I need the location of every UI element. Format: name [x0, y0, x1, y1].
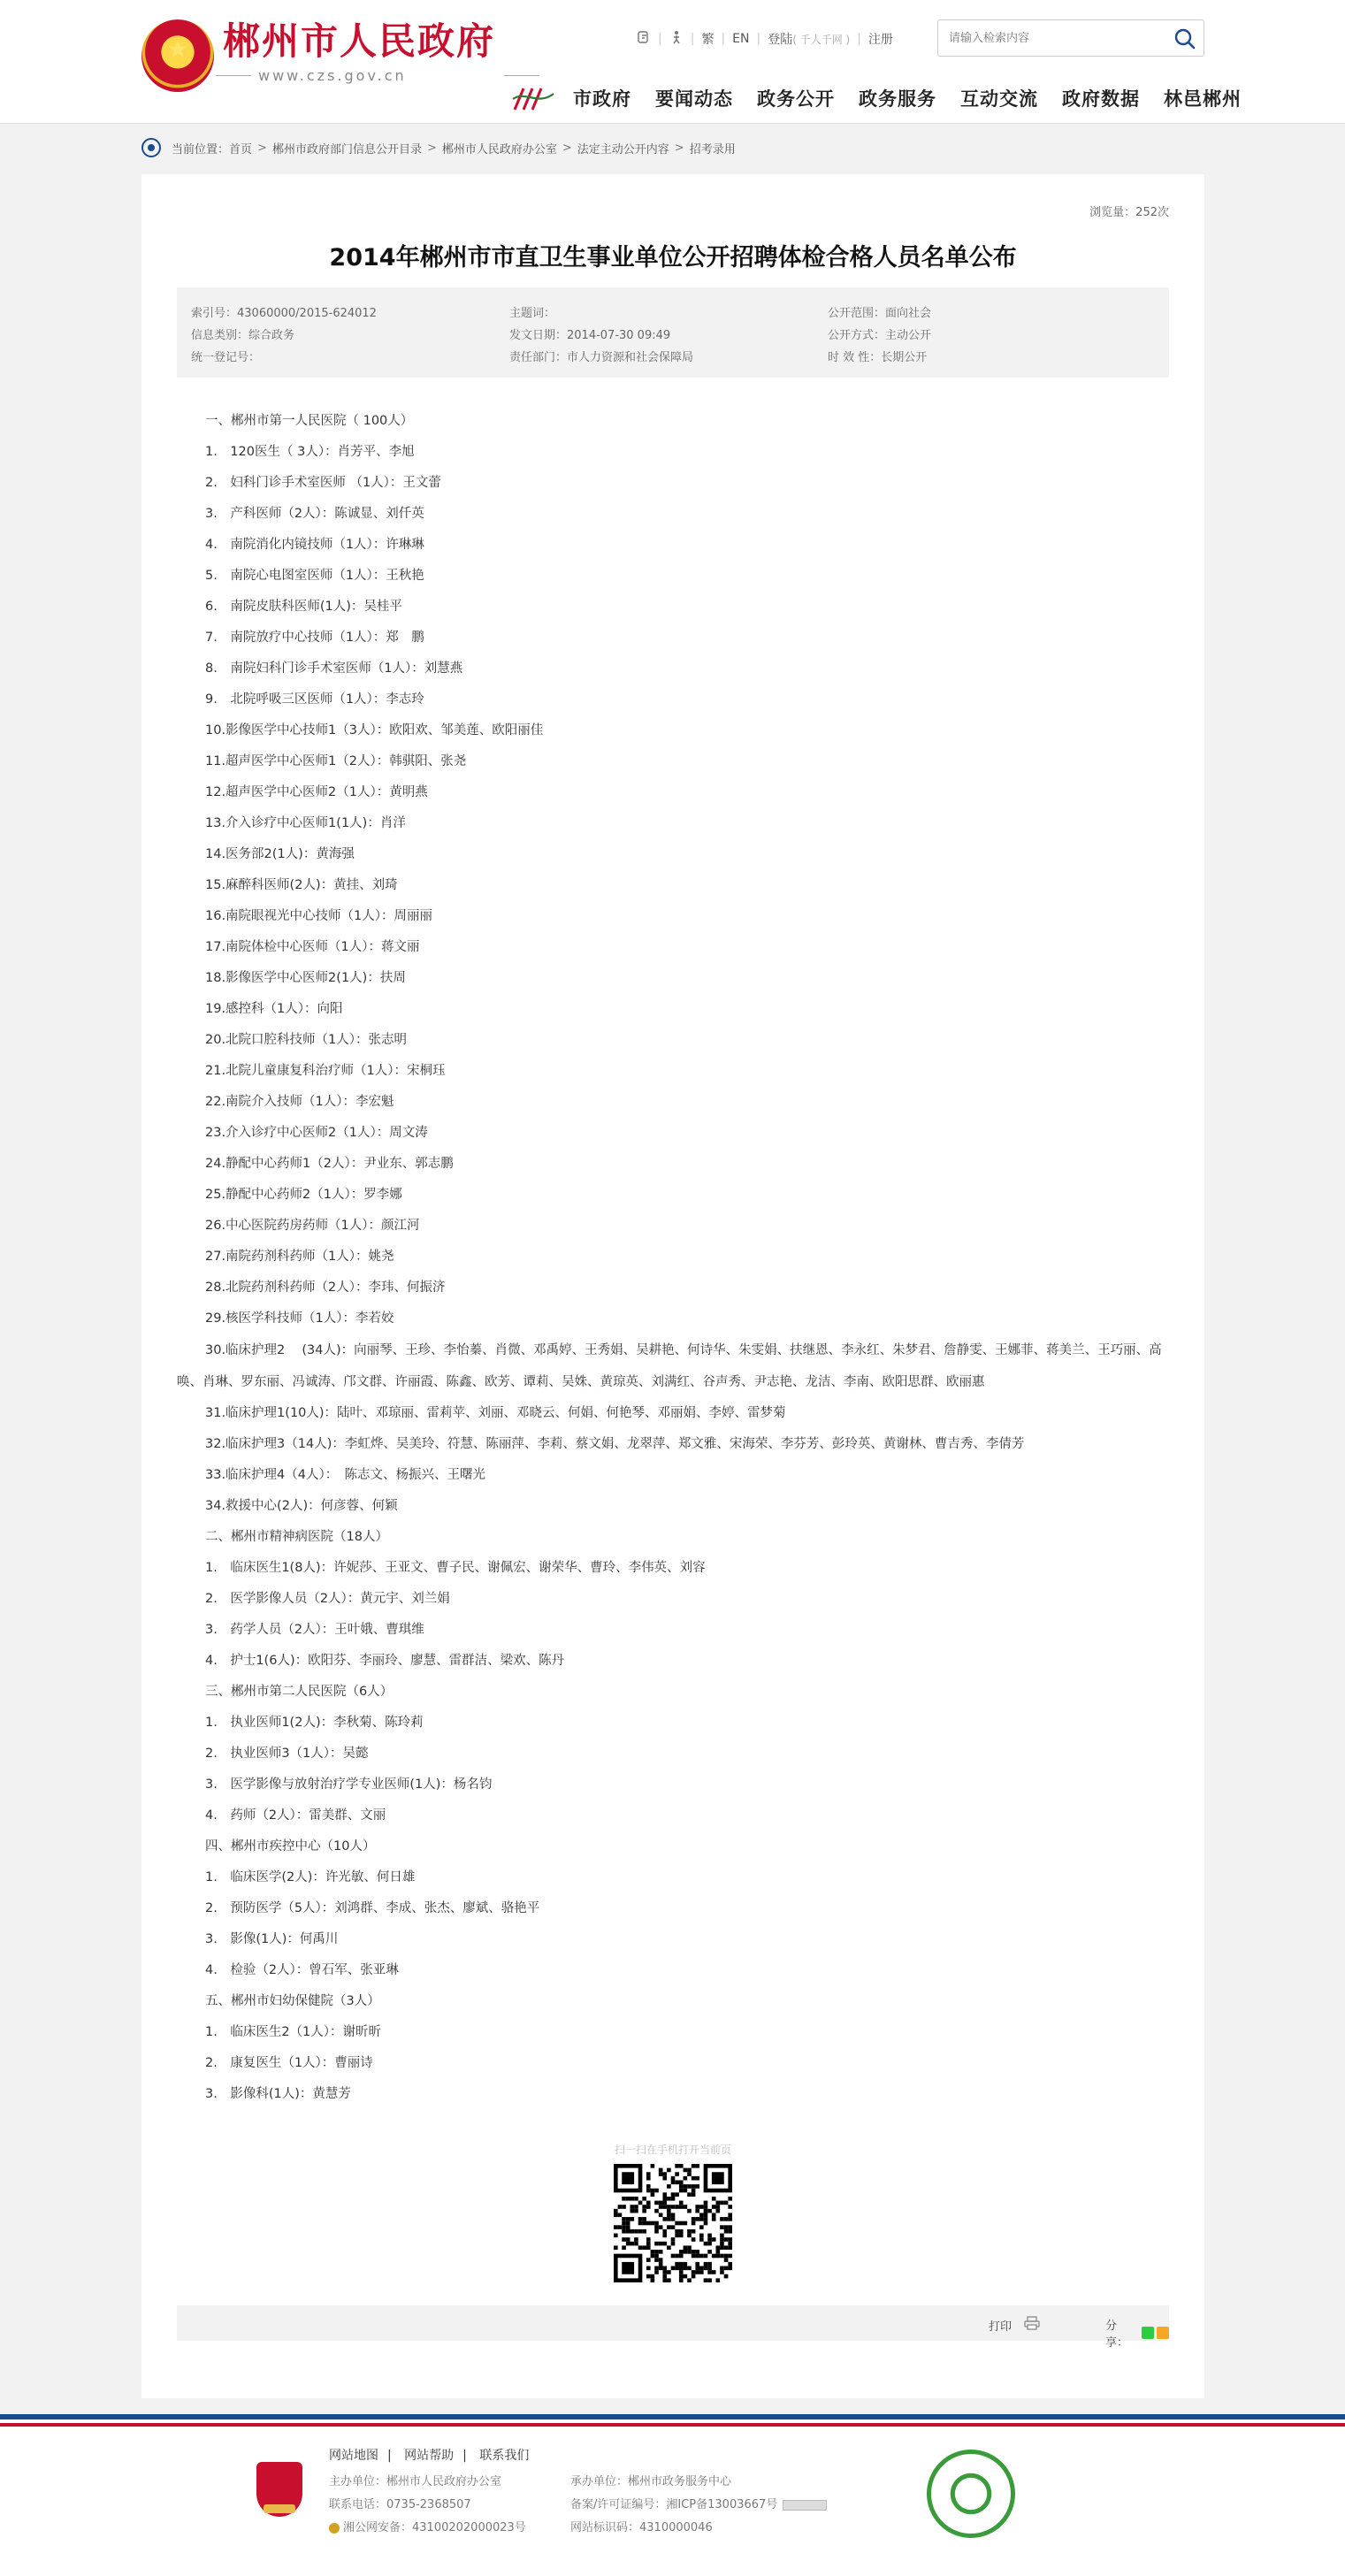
breadcrumb: 当前位置： 首页 > 郴州市政府部门信息公开目录 > 郴州市人民政府办公室 > 法定主动公开内容 > 招考录用 — [141, 138, 736, 157]
content-line: 11.超声医学中心医师1（2人）：韩骐阳、张尧 — [205, 754, 467, 768]
content-line: 9. 北院呼吸三区医师（1人）：李志玲 — [205, 692, 424, 707]
content-line: 21.北院儿童康复科治疗师（1人）：宋桐珏 — [205, 1064, 446, 1078]
content-line: 3. 药学人员（2人）：王叶娥、曹琪维 — [205, 1623, 424, 1637]
english-link[interactable]: EN — [732, 32, 750, 46]
breadcrumb-office[interactable]: 郴州市人民政府办公室 — [441, 142, 557, 157]
content-line: 3. 影像(1人)：何禹川 — [205, 1932, 339, 1946]
meta-scope: 公开范围：面向社会 — [828, 307, 932, 320]
content-line: 27.南院药剂科药师（1人）：姚尧 — [205, 1250, 394, 1264]
qr-section — [141, 2142, 1204, 2286]
footer-phone: 联系电话：0735-2368507 — [329, 2498, 471, 2511]
elderly-mode-icon[interactable] — [669, 30, 684, 48]
national-emblem-icon — [141, 19, 214, 92]
content-line: 4. 检验（2人）：曾石军、张亚琳 — [205, 1963, 399, 1977]
nav-item-interaction[interactable]: 互动交流 — [960, 88, 1038, 110]
content-line: 26.中心医院药房药师（1人）：颜江河 — [205, 1219, 420, 1233]
content-line: 18.影像医学中心医师2(1人)：扶周 — [205, 971, 406, 985]
content-line: 8. 南院妇科门诊手术室医师（1人）：刘慧燕 — [205, 661, 463, 676]
meta-method: 公开方式：主动公开 — [828, 329, 932, 342]
footer-link-sitemap[interactable]: 网站地图 — [329, 2449, 378, 2463]
content-line: 29.核医学科技师（1人）：李若姣 — [205, 1311, 394, 1326]
nav-decoration-icon — [511, 83, 555, 113]
print-button[interactable] — [989, 2316, 1040, 2334]
content-line: 14.医务部2(1人)：黄海强 — [205, 847, 355, 861]
article-body — [177, 406, 1169, 2110]
content-line: 34.救援中心(2人)：何彦蓉、何颖 — [205, 1499, 398, 1513]
print-label: 打印 — [989, 2320, 1013, 2334]
content-line: 4. 南院消化内镜技师（1人）：许琳琳 — [205, 538, 424, 552]
content-line: 2. 妇科门诊手术室医师 （1人）：王文蕾 — [205, 476, 441, 490]
breadcrumb-home[interactable]: 首页 — [229, 142, 253, 157]
nav-item-data[interactable]: 政府数据 — [1062, 88, 1140, 110]
content-line: 22.南院介入技师（1人）：李宏魁 — [205, 1095, 394, 1109]
content-line: 四、郴州市疾控中心（10人） — [205, 1839, 376, 1854]
content-line: 31.临床护理1(10人)：陆叶、邓琼丽、雷莉苹、刘丽、邓晓云、何娟、何艳琴、邓丽娟、李婷、雷梦菊 — [205, 1406, 786, 1420]
meta-keywords: 主题词： — [509, 307, 556, 320]
footer-icp[interactable]: 备案/许可证编号：湘ICP备13003667号 — [570, 2498, 778, 2511]
site-title: 郴州市人民政府 — [223, 19, 496, 63]
site-header — [0, 0, 1345, 124]
content-line: 1. 临床医生1(8人)：许妮莎、王亚文、曹子民、谢佩宏、谢荣华、曹玲、李伟英、刘容 — [205, 1561, 706, 1575]
content-line: 19.感控科（1人）：向阳 — [205, 1002, 343, 1016]
content-line: 23.介入诊疗中心医师2（1人）：周文涛 — [205, 1126, 428, 1140]
police-badge-icon — [329, 2523, 340, 2534]
content-line: 3. 医学影像与放射治疗学专业医师(1人)：杨名钧 — [205, 1777, 493, 1792]
content-line: 24.静配中心药师1（2人）：尹业东、郭志鹏 — [205, 1157, 454, 1171]
content-line: 3. 影像科(1人)：黄慧芳 — [205, 2087, 351, 2101]
content-line: 20.北院口腔科技师（1人）：张志明 — [205, 1033, 408, 1047]
accessibility-icon[interactable] — [637, 30, 651, 48]
content-line: 15.麻醉科医师(2人)：黄挂、刘琦 — [205, 878, 398, 892]
content-line: 16.南院眼视光中心技师（1人）：周丽丽 — [205, 909, 433, 923]
civilization-seal-icon[interactable] — [927, 2450, 1015, 2538]
content-line: 4. 药师（2人）：雷美群、文丽 — [205, 1808, 386, 1823]
meta-reg-no: 统一登记号： — [191, 351, 261, 364]
search-icon[interactable] — [1173, 27, 1196, 50]
article-title: 2014年郴州市市直卫生事业单位公开招聘体检合格人员名单公布 — [329, 244, 1017, 271]
content-line: 一、郴州市第一人民医院（ 100人） — [205, 414, 414, 428]
login-note: ( 千人千网 ) — [792, 33, 851, 46]
breadcrumb-statutory[interactable]: 法定主动公开内容 — [577, 142, 669, 157]
location-pin-icon — [141, 138, 161, 157]
footer-site-id: 网站标识码：4310000046 — [570, 2521, 713, 2534]
share-bar — [177, 2305, 1169, 2350]
content-line: 5. 南院心电图室医师（1人）：王秋艳 — [205, 569, 424, 583]
site-footer — [0, 2414, 1345, 2576]
content-line: 12.超声医学中心医师2（1人）：黄明燕 — [205, 785, 428, 799]
content-line: 2. 康复医生（1人）：曹丽诗 — [205, 2056, 373, 2070]
content-line: 25.静配中心药师2（1人）：罗李娜 — [205, 1188, 402, 1202]
footer-organizer: 承办单位：郴州市政务服务中心 — [570, 2475, 732, 2488]
qr-caption: 扫一扫在手机打开当前页 — [614, 2144, 731, 2156]
top-links: | | 繁 | EN | 登陆 ( 千人千网 ) | 注册 — [637, 30, 893, 48]
search-input[interactable] — [938, 20, 1150, 56]
content-line: 3. 产科医师（2人）：陈诚显、刘仟英 — [205, 507, 424, 521]
content-line: 10.影像医学中心技师1（3人）：欧阳欢、邹美莲、欧阳丽佳 — [205, 723, 544, 738]
meta-category: 信息类别：综合政务 — [191, 329, 295, 342]
meta-date: 发文日期：2014-07-30 09:49 — [509, 329, 671, 342]
content-line: 17.南院体检中心医师（1人）：蒋文丽 — [205, 940, 420, 954]
main-nav — [573, 85, 1265, 111]
content-line: 二、郴州市精神病医院（18人） — [205, 1530, 388, 1544]
search-box — [937, 19, 1204, 57]
content-line: 4. 护士1(6人)：欧阳芬、李丽玲、廖慧、雷群洁、梁欢、陈丹 — [205, 1654, 565, 1668]
footer-police[interactable]: 湘公网安备：43100202000023号 — [343, 2521, 526, 2534]
nav-item-linyi[interactable]: 林邑郴州 — [1164, 88, 1242, 110]
nav-item-news[interactable]: 要闻动态 — [655, 88, 733, 110]
content-line: 2. 医学影像人员（2人）：黄元宇、刘兰娟 — [205, 1592, 450, 1606]
content-line: 13.介入诊疗中心医师1(1人)：肖洋 — [205, 816, 406, 830]
share-group — [1105, 2316, 1169, 2350]
content-line: 2. 预防医学（5人）：刘鸿群、李成、张杰、廖斌、骆艳平 — [205, 1901, 540, 1915]
view-count: 浏览量：252次 — [1089, 206, 1169, 219]
content-line: 32.临床护理3（14人)：李虹烨、吴美玲、符慧、陈丽萍、李莉、蔡文娟、龙翠萍、郑文雅、宋海荣、李芬芳、彭玲英、黄谢林、曹吉秀、李倩芳 — [205, 1437, 1025, 1451]
weibo-share-icon[interactable] — [1157, 2327, 1169, 2339]
printer-icon — [1024, 2316, 1040, 2334]
content-line: 三、郴州市第二人民医院（6人） — [205, 1685, 394, 1699]
content-line: 28.北院药剂科药师（2人）：李玮、何振济 — [205, 1280, 446, 1295]
cnzz-stats-icon[interactable] — [783, 2500, 827, 2511]
footer-link-contact[interactable]: 联系我们 — [479, 2449, 530, 2463]
site-url: www.czs.gov.cn — [223, 67, 495, 84]
traditional-chinese-link[interactable]: 繁 — [701, 33, 715, 47]
content-line: 1. 执业医师1(2人)：李秋菊、陈玲莉 — [205, 1716, 424, 1730]
register-link[interactable]: 注册 — [867, 33, 893, 47]
content-line: 30.临床护理2 (34人)：向丽琴、王珍、李怡蓁、肖微、邓禹婷、王秀娟、吴耕艳、何诗华、朱雯娟、扶继恩、李永红、朱梦君、詹静雯、王娜菲、蒋美兰、王巧丽、高唤、肖琳、罗东丽、冯诚涛、邝文群、许丽霞、陈鑫、欧芳、谭莉、吴姝、黄琼英、刘满红、谷声秀、尹志艳、龙洁、李南、欧阳思群、欧丽惠 — [177, 1343, 1162, 1389]
meta-validity: 时 效 性：长期公开 — [828, 351, 928, 364]
breadcrumb-directory[interactable]: 郴州市政府部门信息公开目录 — [271, 142, 422, 157]
content-line: 1. 临床医学(2人)：许光敏、何日雄 — [205, 1870, 416, 1884]
nav-item-services[interactable]: 政务服务 — [859, 88, 936, 110]
content-line: 33.临床护理4（4人）： 陈志文、杨振兴、王曙光 — [205, 1468, 486, 1482]
content-line: 6. 南院皮肤科医师(1人)：吴桂平 — [205, 600, 402, 614]
site-logo[interactable] — [141, 19, 495, 92]
footer-links: 网站地图 | 网站帮助 | 联系我们 — [329, 2449, 530, 2463]
footer-info-right — [570, 2471, 827, 2540]
qr-code — [614, 2164, 732, 2282]
wechat-share-icon[interactable] — [1142, 2327, 1154, 2339]
content-line: 五、郴州市妇幼保健院（3人） — [205, 1994, 380, 2008]
meta-index-no: 索引号：43060000/2015-624012 — [191, 307, 377, 320]
article-panel — [141, 174, 1204, 2398]
footer-info-left — [329, 2471, 526, 2540]
article-meta — [177, 287, 1169, 378]
content-line: 7. 南院放疗中心技师（1人）：郑 鹏 — [205, 631, 424, 645]
meta-dept: 责任部门：市人力资源和社会保障局 — [509, 351, 694, 364]
content-line: 1. 120医生（ 3人）：肖芳平、李旭 — [205, 445, 415, 459]
nav-item-government[interactable]: 市政府 — [573, 88, 631, 110]
breadcrumb-label: 当前位置： — [172, 142, 230, 157]
footer-sponsor: 主办单位：郴州市人民政府办公室 — [329, 2475, 502, 2488]
share-label: 分享： — [1105, 2320, 1129, 2350]
content-line: 1. 临床医生2（1人）：谢昕昕 — [205, 2025, 382, 2039]
breadcrumb-recruitment[interactable]: 招考录用 — [689, 142, 736, 157]
content-line: 2. 执业医师3（1人）：吴懿 — [205, 1747, 369, 1761]
footer-link-help[interactable]: 网站帮助 — [404, 2449, 455, 2463]
party-government-badge-icon[interactable] — [256, 2462, 302, 2517]
login-link[interactable]: 登陆 — [768, 33, 793, 47]
nav-item-disclosure[interactable]: 政务公开 — [757, 88, 835, 110]
